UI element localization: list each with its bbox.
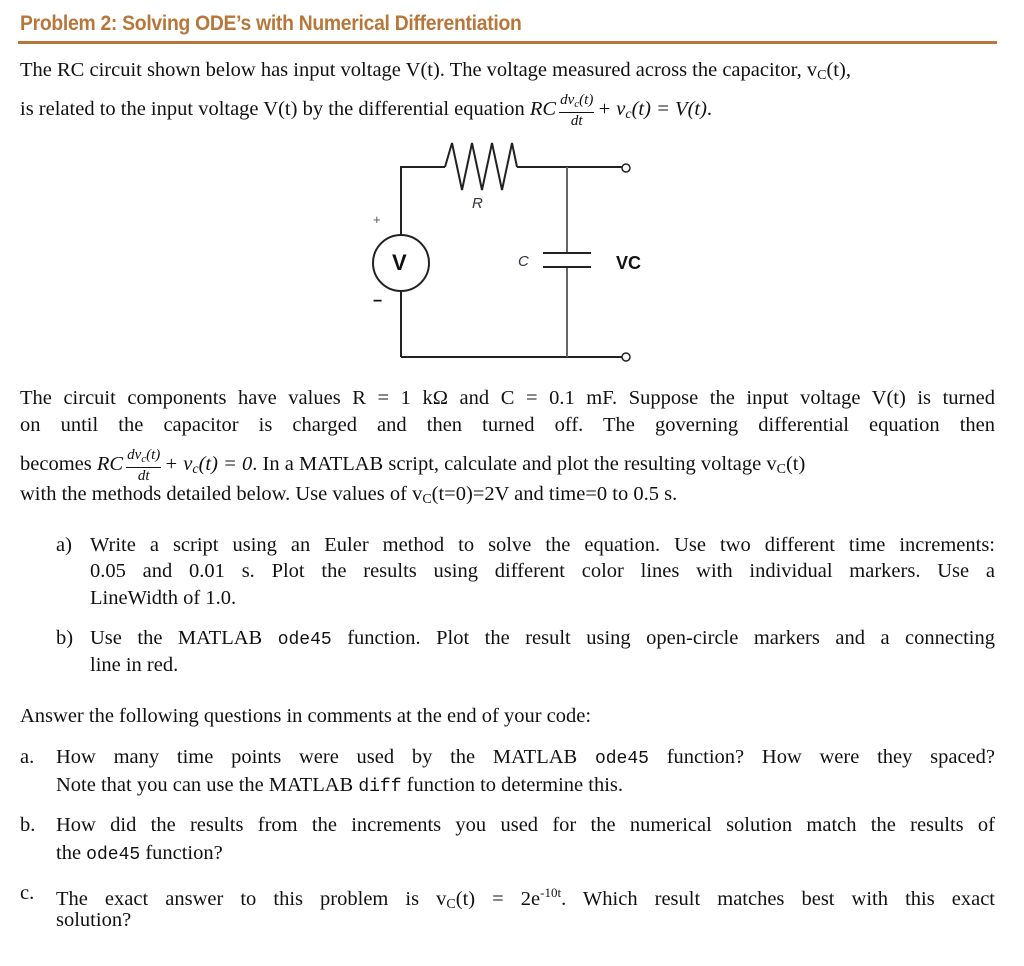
intro-line-2: is related to the input voltage V(t) by the differential equation RC $\frac{dv_c(t)}{dt}$ + $v_c(t) = V(t)$. (20, 92, 713, 129)
para2-line-3: becomes RC $\frac{dv_c(t)}{dt}$ + $v_c(t) = 0$. In a MATLAB script, calculate and plot the resulting voltage $v_C(t)$ (20, 447, 806, 484)
minus-sign: − (373, 293, 383, 310)
question-b-line-1: How did the results from the increments you used for the numerical solution match the results of (56, 814, 995, 836)
task-a-line-1: Write a script using an Euler method to solve the equation. Use two different time increments: (90, 534, 995, 556)
plus-sign: + (373, 212, 381, 227)
question-b-line-2: the ode45 function? (56, 842, 223, 865)
vc-label: VC (616, 253, 642, 273)
question-a-marker: a. (20, 746, 35, 768)
task-a-marker: a) (56, 534, 72, 556)
question-c-marker: c. (20, 882, 35, 904)
task-b-line-1: Use the MATLAB ode45 function. Plot the result using open-circle markers and a connecting (90, 627, 995, 650)
resistor-icon (445, 143, 517, 190)
intro-line-1: The RC circuit shown below has input voltage V(t). The voltage measured across the capacitor, $v_C(t)$, (20, 59, 851, 83)
question-c-line-2: solution? (56, 909, 132, 931)
para2-line-2: on until the capacitor is charged and then turned off. The governing differential equation then (20, 414, 995, 436)
task-a-line-3: LineWidth of 1.0. (90, 587, 237, 609)
derivative-fraction: $\frac{dv_c(t)}{dt}$ (560, 92, 594, 129)
terminal-top (622, 164, 630, 172)
resistor-label: R (472, 195, 483, 212)
answer-intro: Answer the following questions in comments at the end of your code: (20, 705, 592, 727)
voltage-source-label: V (392, 250, 407, 275)
question-c-line-1: The exact answer to this problem is $v_C(t) = 2e^{-10t}$. Which result matches best with this exact (56, 885, 995, 912)
terminal-bottom (622, 353, 630, 361)
capacitor-label: C (518, 253, 529, 270)
question-a-line-1: How many time points were used by the MATLAB ode45 function? How were they spaced? (56, 746, 995, 769)
task-b-line-2: line in red. (90, 654, 179, 676)
para2-line-1: The circuit components have values R = 1 kΩ and C = 0.1 mF. Suppose the input voltage V(t) is turned (20, 387, 995, 409)
task-a-line-2: 0.05 and 0.01 s. Plot the results using different color lines with individual markers. Use a (90, 560, 995, 582)
problem-title: Problem 2: Solving ODE’s with Numerical Differentiation (20, 12, 522, 35)
wire-top-left (401, 167, 445, 235)
task-b-marker: b) (56, 627, 74, 649)
question-b-marker: b. (20, 814, 36, 836)
para2-line-4: with the methods detailed below. Use values of $v_C(t=0)=2V$ and time=0 to 0.5 s. (20, 483, 678, 507)
question-a-line-2: Note that you can use the MATLAB diff function to determine this. (56, 774, 624, 797)
